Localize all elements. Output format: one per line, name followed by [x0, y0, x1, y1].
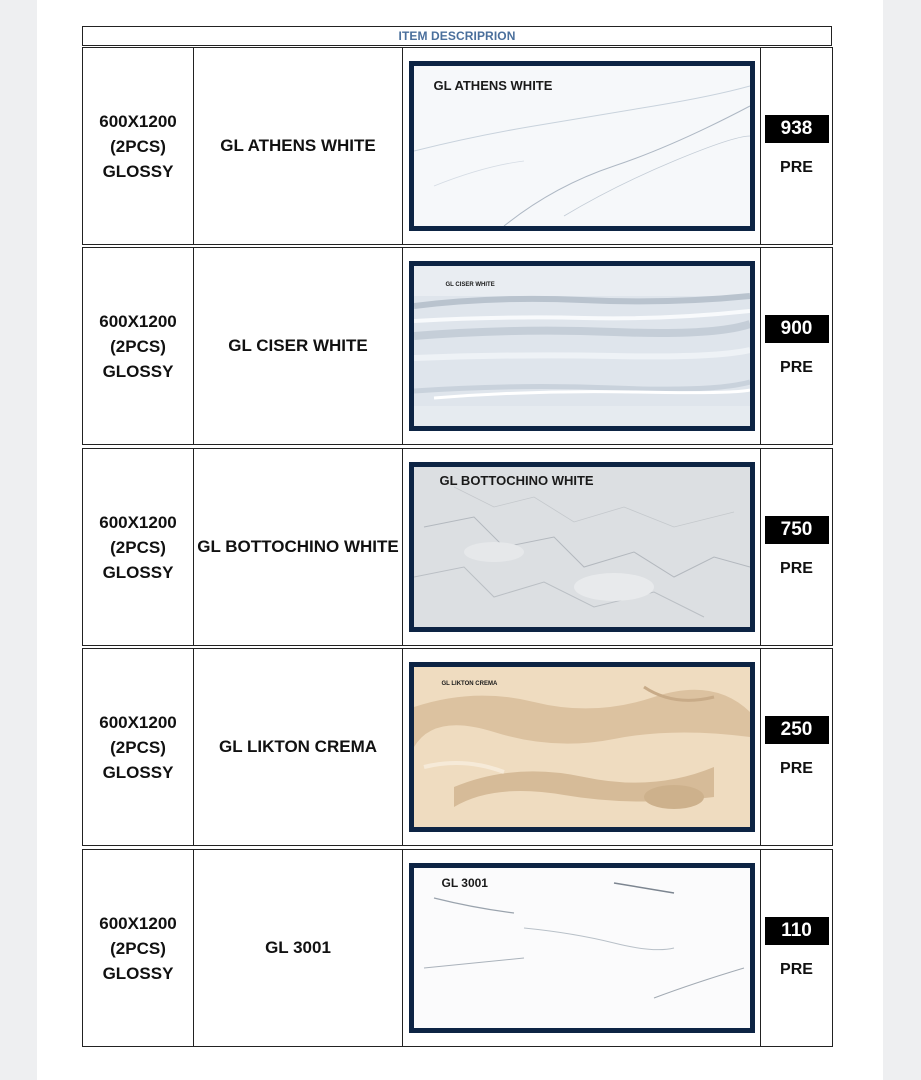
table-row — [82, 849, 833, 1047]
size-cell — [83, 850, 194, 1046]
product-name: GL BOTTOCHINO WHITE — [197, 537, 399, 556]
size-cell — [83, 48, 194, 244]
price-badge: 750 — [765, 516, 829, 544]
marble-texture — [414, 467, 750, 627]
price-badge: 938 — [765, 115, 829, 143]
price-badge: 110 — [765, 917, 829, 945]
image-cell — [403, 649, 761, 845]
price-unit: PRE — [780, 560, 813, 577]
tile-label: GL CISER WHITE — [445, 282, 495, 288]
image-cell — [403, 248, 761, 444]
product-name: GL LIKTON CREMA — [218, 737, 378, 756]
product-name: GL CISER WHITE — [228, 336, 368, 355]
image-cell — [403, 850, 761, 1046]
tile-image — [409, 61, 755, 231]
image-cell — [403, 48, 761, 244]
name-cell — [194, 850, 403, 1046]
price-unit: PRE — [780, 359, 813, 376]
table-row — [82, 448, 833, 646]
price-cell — [761, 48, 832, 244]
size-cell — [83, 449, 194, 645]
price-badge: 900 — [765, 315, 829, 343]
tile-image — [409, 863, 755, 1033]
tile-label: GL LIKTON CREMA — [441, 681, 498, 687]
size-cell — [83, 248, 194, 444]
image-cell — [403, 449, 761, 645]
marble-texture — [414, 667, 750, 827]
price-cell — [761, 850, 832, 1046]
table-header — [82, 26, 832, 46]
table-row — [82, 648, 833, 846]
tile-label: GL ATHENS WHITE — [433, 78, 553, 93]
name-cell — [194, 649, 403, 845]
tile-image — [409, 261, 755, 431]
product-name: GL ATHENS WHITE — [220, 136, 376, 155]
size-text: 600X1200 (2PCS) GLOSSY — [99, 712, 177, 782]
price-cell — [761, 649, 832, 845]
tile-image — [409, 462, 755, 632]
name-cell — [194, 248, 403, 444]
name-cell — [194, 48, 403, 244]
tile-label: GL 3001 — [441, 876, 488, 890]
size-cell — [83, 649, 194, 845]
name-cell — [194, 449, 403, 645]
size-text: 600X1200 (2PCS) GLOSSY — [99, 111, 177, 181]
size-text: 600X1200 (2PCS) GLOSSY — [99, 913, 177, 983]
size-text: 600X1200 (2PCS) GLOSSY — [99, 512, 177, 582]
price-badge: 250 — [765, 716, 829, 744]
price-unit: PRE — [780, 760, 813, 777]
table-row — [82, 247, 833, 445]
tile-label: GL BOTTOCHINO WHITE — [439, 473, 594, 488]
size-text: 600X1200 (2PCS) GLOSSY — [99, 311, 177, 381]
price-cell — [761, 248, 832, 444]
price-unit: PRE — [780, 961, 813, 978]
table-row — [82, 47, 833, 245]
price-unit: PRE — [780, 159, 813, 176]
marble-texture — [414, 266, 750, 426]
header-title: ITEM DESCRIPRION — [398, 29, 516, 43]
marble-texture — [414, 868, 750, 1028]
price-cell — [761, 449, 832, 645]
product-name: GL 3001 — [265, 938, 331, 957]
tile-image — [409, 662, 755, 832]
